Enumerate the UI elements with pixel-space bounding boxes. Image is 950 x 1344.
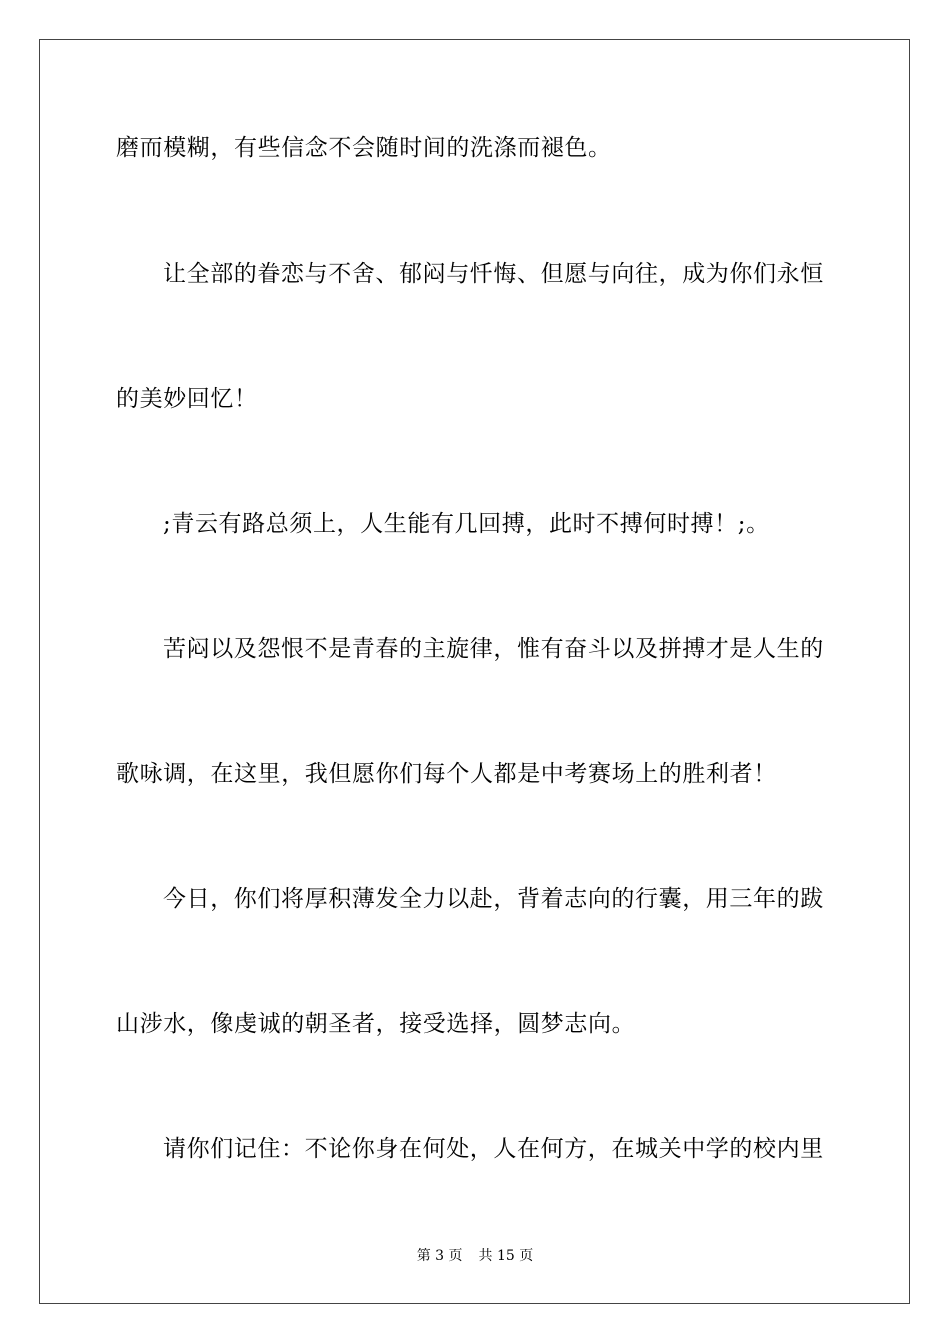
text-line-4: ;青云有路总须上，人生能有几回搏，此时不搏何时搏！;。 xyxy=(163,511,770,537)
text-line-9: 请你们记住：不论你身在何处，人在何方，在城关中学的校内里 xyxy=(163,1136,824,1162)
text-line-5: 苦闷以及怨恨不是青春的主旋律，惟有奋斗以及拼搏才是人生的 xyxy=(163,636,824,662)
text-line-6: 歌咏调，在这里，我但愿你们每个人都是中考赛场上的胜利者！ xyxy=(116,761,777,787)
text-line-2: 让全部的眷恋与不舍、郁闷与忏悔、但愿与向往，成为你们永恒 xyxy=(163,261,824,287)
text-line-3: 的美妙回忆！ xyxy=(116,386,258,412)
page-total: 共 15 页 xyxy=(478,1248,534,1264)
page-footer xyxy=(0,1246,950,1266)
text-line-7: 今日，你们将厚积薄发全力以赴，背着志向的行囊，用三年的跋 xyxy=(163,886,824,912)
text-line-1: 磨而模糊，有些信念不会随时间的洗涤而褪色。 xyxy=(116,135,612,161)
page-border xyxy=(39,39,910,1304)
text-line-8: 山涉水，像虔诚的朝圣者，接受选择，圆梦志向。 xyxy=(116,1011,636,1037)
page-number: 第 3 页 xyxy=(416,1248,463,1264)
